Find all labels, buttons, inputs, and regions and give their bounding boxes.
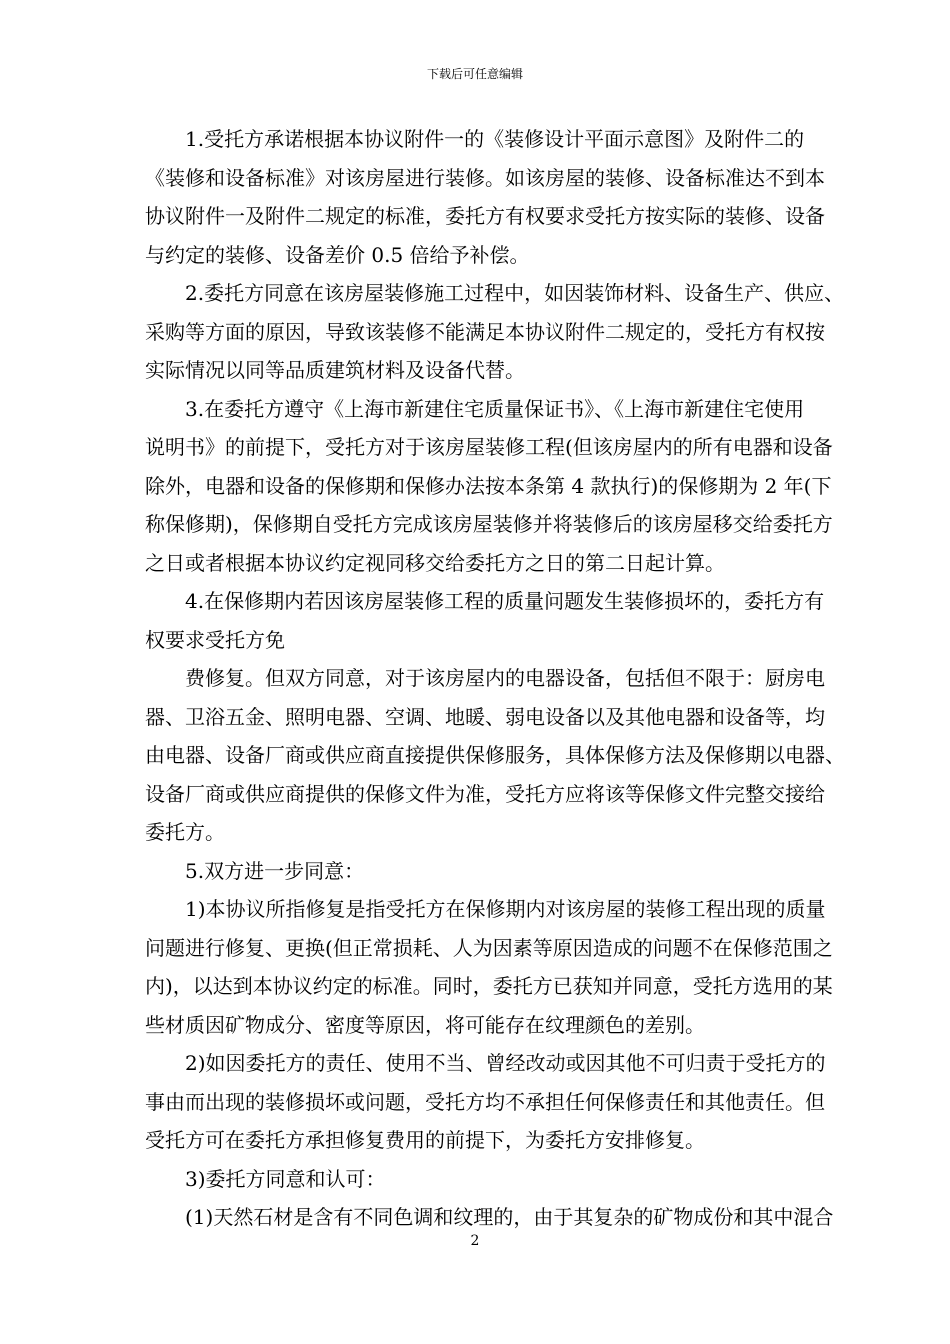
- paragraph-line: 实际情况以同等品质建筑材料及设备代替。: [145, 358, 525, 382]
- paragraph-line: 5.双方进一步同意：: [185, 858, 365, 883]
- paragraph-line: 费修复。但双方同意，对于该房屋内的电器设备，包括但不限于：厨房电: [185, 666, 825, 690]
- paragraph-line: 委托方。: [145, 820, 225, 844]
- paragraph-line: 说明书》的前提下，受托方对于该房屋装修工程(但该房屋内的所有电器和设备: [145, 435, 833, 459]
- paragraph-line: 1)本协议所指修复是指受托方在保修期内对该房屋的装修工程出现的质量: [185, 897, 826, 921]
- paragraph-line: 与约定的装修、设备差价 0.5 倍给予补偿。: [145, 242, 530, 267]
- paragraph-line: 设备厂商或供应商提供的保修文件为准，受托方应将该等保修文件完整交接给: [145, 781, 825, 806]
- paragraph-line: 《装修和设备标准》对该房屋进行装修。如该房屋的装修、设备标准达不到本: [145, 165, 825, 190]
- paragraph-line: 由电器、设备厂商或供应商直接提供保修服务，具体保修方法及保修期以电器、: [145, 743, 845, 767]
- paragraph-line: 受托方可在委托方承担修复费用的前提下，为委托方安排修复。: [145, 1128, 705, 1152]
- paragraph-line: 协议附件一及附件二规定的标准，委托方有权要求受托方按实际的装修、设备: [145, 204, 825, 228]
- paragraph-line: 器、卫浴五金、照明电器、空调、地暖、弱电设备以及其他电器和设备等，均: [145, 704, 825, 729]
- page-header: 下载后可任意编辑: [426, 67, 523, 81]
- paragraph-line: 内)，以达到本协议约定的标准。同时，委托方已获知并同意，受托方选用的某: [145, 974, 833, 998]
- paragraph-line: 3.在委托方遵守《上海市新建住宅质量保证书》、《上海市新建住宅使用: [185, 396, 805, 421]
- paragraph-line: 3)委托方同意和认可：: [185, 1166, 386, 1191]
- paragraph-line: 之日或者根据本协议约定视同移交给委托方之日的第二日起计算。: [145, 550, 725, 575]
- document-body: [145, 120, 845, 1237]
- page-number: 2: [470, 1233, 480, 1249]
- paragraph-line: 采购等方面的原因，导致该装修不能满足本协议附件二规定的，受托方有权按: [145, 319, 825, 344]
- paragraph-line: 1.受托方承诺根据本协议附件一的《装修设计平面示意图》及附件二的: [185, 127, 805, 151]
- paragraph-line: 除外，电器和设备的保修期和保修办法按本条第 4 款执行)的保修期为 2 年(下: [145, 473, 832, 498]
- paragraph-line: 4.在保修期内若因该房屋装修工程的质量问题发生装修损坏的，委托方有: [185, 589, 825, 613]
- paragraph-line: 2.委托方同意在该房屋装修施工过程中，如因装饰材料、设备生产、供应、: [185, 281, 845, 305]
- paragraph-line: (1)天然石材是含有不同色调和纹理的，由于其复杂的矿物成份和其中混合: [185, 1205, 834, 1229]
- paragraph-line: 权要求受托方免: [145, 627, 285, 652]
- paragraph-line: 问题进行修复、更换(但正常损耗、人为因素等原因造成的问题不在保修范围之: [145, 935, 833, 960]
- paragraph-line: 称保修期)，保修期自受托方完成该房屋装修并将装修后的该房屋移交给委托方: [145, 512, 833, 536]
- paragraph-line: 事由而出现的装修损坏或问题，受托方均不承担任何保修责任和其他责任。但: [145, 1089, 825, 1114]
- paragraph-line: 2)如因委托方的责任、使用不当、曾经改动或因其他不可归责于受托方的: [185, 1051, 826, 1075]
- paragraph-line: 些材质因矿物成分、密度等原因，将可能存在纹理颜色的差别。: [145, 1012, 705, 1037]
